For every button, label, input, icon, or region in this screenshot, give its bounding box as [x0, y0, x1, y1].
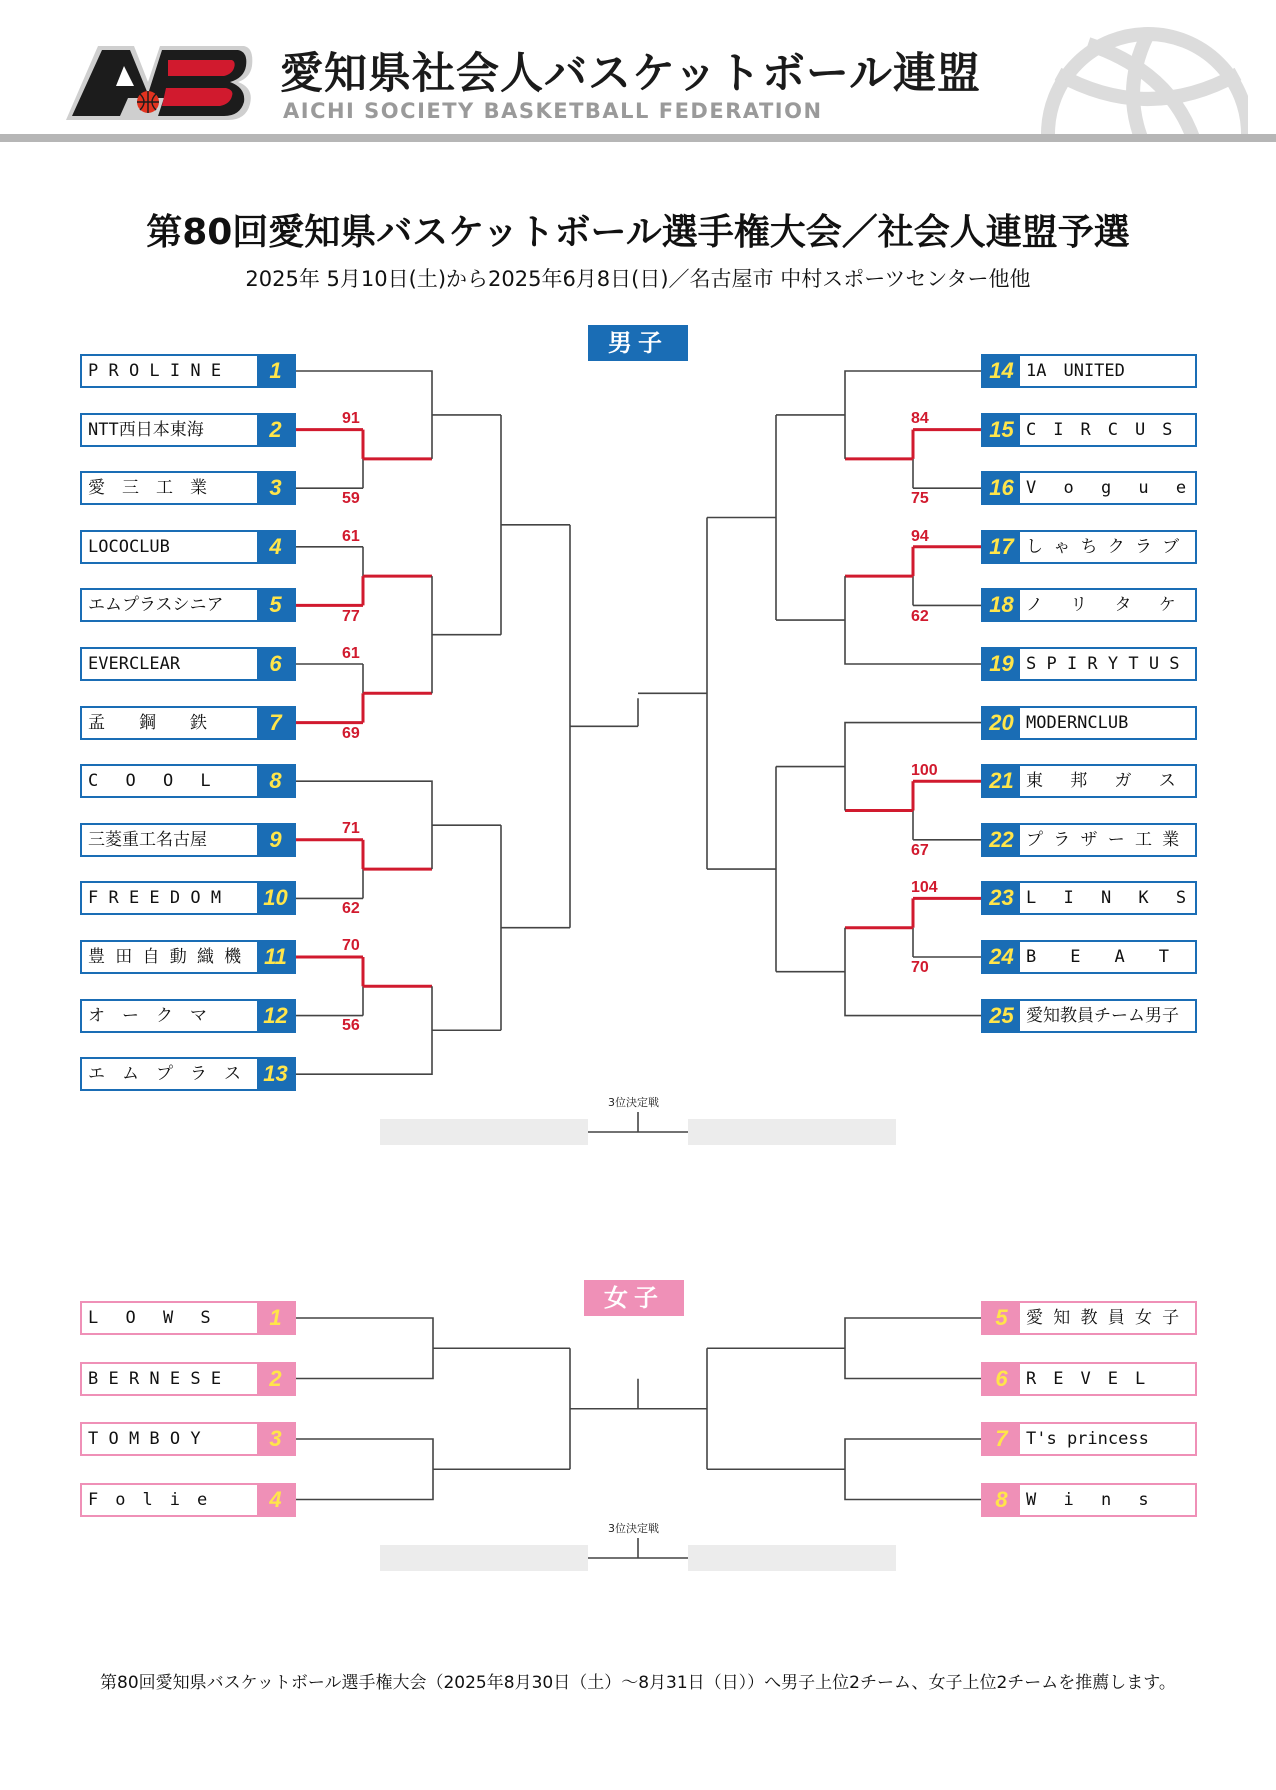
team-name: L I N K S	[1026, 888, 1187, 909]
score-m4-5-bottom: 77	[342, 608, 360, 625]
men-label: 男子	[588, 325, 688, 361]
team-name: 愛 知 教 員 女 子	[1026, 1308, 1180, 1328]
team-name: T's princess	[1026, 1429, 1149, 1449]
score-m9-10-bottom: 62	[342, 900, 360, 917]
score-m21-22-bottom: 67	[911, 842, 929, 859]
score-m2-3-top: 91	[342, 410, 360, 427]
w34	[296, 1439, 433, 1500]
team-seed-number: 20	[983, 708, 1020, 738]
team-seed-number: 13	[257, 1059, 294, 1089]
score-m17-18-bottom: 62	[911, 608, 929, 625]
team-name: エ ム プ ラ ス	[88, 1064, 241, 1085]
team-name: C I R C U S	[1026, 419, 1173, 440]
team-seed-number: 21	[983, 766, 1020, 796]
m13-bye	[296, 986, 432, 1074]
women-third-place-slot-right	[688, 1545, 896, 1571]
team-seed-number: 17	[983, 532, 1020, 562]
women-third-place-label: 3位決定戦	[608, 1522, 659, 1535]
w56	[845, 1318, 981, 1379]
team-seed-number: 11	[257, 942, 294, 972]
score-m4-5-top: 61	[342, 528, 360, 545]
team-name: 1A UNITED	[1026, 361, 1125, 381]
team-name: C O O L	[88, 771, 211, 792]
team-name: P R O L I N E	[88, 361, 222, 381]
team-name: R E V E L	[1026, 1368, 1146, 1389]
team-seed-number: 12	[257, 1001, 294, 1031]
team-name: オ ー ク マ	[88, 1005, 207, 1026]
team-seed-number: 18	[983, 590, 1020, 620]
team-name: F R E E D O M	[88, 888, 222, 909]
team-name: 愛知教員チーム男子	[1026, 1005, 1179, 1026]
team-name: B E A T	[1026, 947, 1169, 967]
w78	[845, 1439, 981, 1500]
score-m17-18-top: 94	[911, 528, 929, 545]
score-m23-24-bottom: 70	[911, 959, 929, 976]
team-seed-number: 4	[257, 532, 294, 562]
score-m6-7-bottom: 69	[342, 725, 360, 742]
team-name: LOCOCLUB	[88, 536, 170, 557]
team-name: F o l i e	[88, 1489, 208, 1510]
score-m23-24-top: 104	[911, 879, 938, 896]
score-m15-16-top: 84	[911, 410, 929, 427]
team-seed-number: 8	[983, 1485, 1020, 1515]
team-seed-number: 14	[983, 356, 1020, 386]
team-seed-number: 6	[983, 1364, 1020, 1394]
team-name: 愛 三 工 業	[88, 478, 207, 499]
team-name: 三菱重工名古屋	[88, 829, 207, 850]
score-m9-10-top: 71	[342, 820, 360, 837]
men-third-place-slot-right	[688, 1119, 896, 1145]
team-seed-number: 19	[983, 649, 1020, 679]
men-third-place-label: 3位決定戦	[608, 1096, 659, 1109]
team-seed-number: 9	[257, 825, 294, 855]
team-seed-number: 5	[257, 590, 294, 620]
event-dates: 2025年 5月10日(土)から2025年6月8日(日)／名古屋市 中村スポーツセンター他他	[245, 267, 1031, 291]
team-seed-number: 3	[257, 473, 294, 503]
team-seed-number: 4	[257, 1485, 294, 1515]
team-seed-number: 6	[257, 649, 294, 679]
team-name: 孟 鋼 鉄	[88, 712, 207, 733]
team-seed-number: 15	[983, 415, 1020, 445]
team-name: プ ラ ザ ー 工 業	[1026, 829, 1180, 850]
team-name: B E R N E S E	[88, 1368, 222, 1389]
team-name: 東 邦 ガ ス	[1026, 771, 1176, 792]
team-name: W i n s	[1026, 1489, 1149, 1510]
page-title: 第80回愛知県バスケットボール選手権大会／社会人連盟予選	[146, 212, 1130, 253]
team-name: S P I R Y T U S	[1026, 654, 1180, 674]
team-name: L O W S	[88, 1308, 211, 1328]
score-m11-12-top: 70	[342, 937, 360, 954]
men-third-place-slot-left	[380, 1119, 588, 1145]
score-m6-7-top: 61	[342, 645, 360, 662]
team-seed-number: 3	[257, 1424, 294, 1454]
w12	[296, 1318, 433, 1379]
score-m11-12-bottom: 56	[342, 1017, 360, 1034]
team-name: EVERCLEAR	[88, 654, 181, 674]
women-third-place-slot-left	[380, 1545, 588, 1571]
team-name: 豊 田 自 動 織 機	[88, 947, 242, 967]
team-seed-number: 23	[983, 883, 1020, 913]
team-seed-number: 24	[983, 942, 1020, 972]
team-name: し ゃ ち ク ラ ブ	[1026, 536, 1180, 557]
team-seed-number: 1	[257, 356, 294, 386]
team-seed-number: 7	[257, 708, 294, 738]
team-name: T O M B O Y	[88, 1429, 201, 1449]
team-seed-number: 8	[257, 766, 294, 796]
team-seed-number: 22	[983, 825, 1020, 855]
women-label: 女子	[584, 1280, 684, 1316]
team-seed-number: 2	[257, 415, 294, 445]
team-name: V o g u e	[1026, 478, 1187, 499]
score-m15-16-bottom: 75	[911, 490, 929, 507]
team-name: NTT西日本東海	[88, 419, 204, 440]
team-name: ノ リ タ ケ	[1026, 595, 1176, 616]
footer-note: 第80回愛知県バスケットボール選手権大会（2025年8月30日（土）～8月31日（日））へ男子上位2チーム、女子上位2チームを推薦します。	[100, 1673, 1176, 1693]
team-name: MODERNCLUB	[1026, 712, 1129, 733]
team-seed-number: 2	[257, 1364, 294, 1394]
team-seed-number: 7	[983, 1424, 1020, 1454]
org-name-en: AICHI SOCIETY BASKETBALL FEDERATION	[283, 99, 823, 123]
team-name: エムプラスシニア	[88, 595, 224, 616]
team-seed-number: 1	[257, 1303, 294, 1333]
score-m2-3-bottom: 59	[342, 490, 360, 507]
score-m21-22-top: 100	[911, 762, 938, 779]
team-seed-number: 25	[983, 1001, 1020, 1031]
org-name-ja: 愛知県社会人バスケットボール連盟	[280, 49, 981, 99]
team-seed-number: 16	[983, 473, 1020, 503]
team-seed-number: 10	[257, 883, 294, 913]
team-seed-number: 5	[983, 1303, 1020, 1333]
